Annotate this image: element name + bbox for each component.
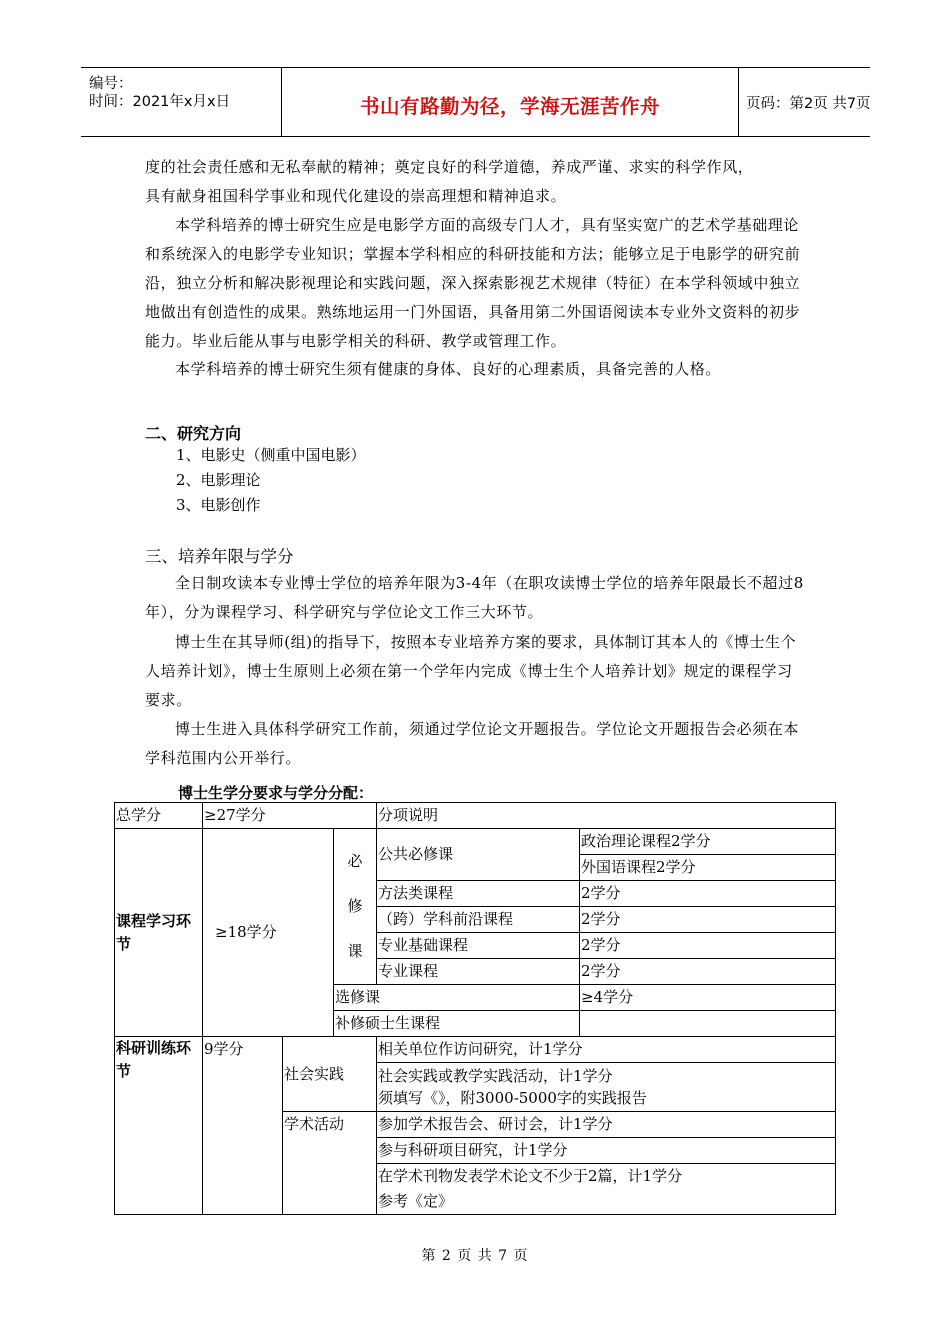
section-2-title: 二、研究方向 bbox=[145, 424, 242, 443]
academic-activity-cell: 学术活动 bbox=[283, 1112, 377, 1215]
major-basic-credit-cell: 2学分 bbox=[580, 933, 836, 959]
intro-text-3: 本学科培养的博士研究生须有健康的身体、良好的心理素质，具备完善的人格。 bbox=[175, 360, 722, 378]
intro-paragraph-3 bbox=[145, 355, 807, 384]
number-label: 编号： bbox=[89, 76, 133, 92]
required-char-3: 课 bbox=[347, 942, 363, 960]
section-3-text-3: 博士生进入具体科学研究工作前，须通过学位论文开题报告。学位论文开题报告会必须在本学科范围内公开举行。 bbox=[145, 720, 800, 767]
foreign-language-cell: 外国语课程2学分 bbox=[580, 855, 836, 881]
intro-text-2: 本学科培养的博士研究生应是电影学方面的高级专门人才，具有坚实宽广的艺术学基础理论和系统深入的电影学专业知识；掌握本学科相应的科研技能和方法；能够立足于电影学的研究前沿，独立分析和解决影视理论和实践问题，深入探索影视艺术规律（特征）在本学科领域中独立地做出有创造性的成果。熟练地运用一门外国语，具备用第二外国语阅读本专业外文资料的初步能力。毕业后能从事与电影学相关的科研、教学或管理工作。 bbox=[145, 216, 801, 350]
major-basic-course-cell: 专业基础课程 bbox=[377, 933, 580, 959]
social-practice-item-2-line-1: 社会实践或教学实践活动，计1学分 bbox=[378, 1067, 613, 1085]
section-3-text-2: 博士生在其导师(组)的指导下，按照本专业培养方案的要求，具体制订其本人的《博士生个人培养计划》，博士生原则上必须在第一个学年内完成《博士生个人培养计划》规定的课程学习要求。 bbox=[145, 633, 797, 709]
research-section-cell: 科研训练环节 bbox=[115, 1037, 203, 1215]
page-header bbox=[81, 67, 870, 137]
frontier-course-cell: （跨）学科前沿课程 bbox=[377, 907, 580, 933]
required-char-2: 修 bbox=[347, 897, 363, 915]
detail-header-cell: 分项说明 bbox=[377, 803, 836, 829]
public-required-cell: 公共必修课 bbox=[377, 829, 580, 881]
total-value-cell: ≥27学分 bbox=[203, 803, 377, 829]
elective-credit-cell: ≥4学分 bbox=[580, 985, 836, 1011]
credit-table bbox=[114, 802, 836, 1215]
research-credits-cell: 9学分 bbox=[203, 1037, 283, 1215]
time-label: 时间：2021年x月x日 bbox=[89, 94, 231, 110]
table-row bbox=[115, 803, 836, 829]
social-practice-item-2-line-2: 须填写《》，附3000-5000字的实践报告 bbox=[378, 1089, 647, 1107]
motto: 书山有路勤为径，学海无涯苦作舟 bbox=[359, 95, 660, 118]
politics-cell: 政治理论课程2学分 bbox=[580, 829, 836, 855]
page-label: 页码：第2页 共7页 bbox=[746, 96, 871, 112]
intro-line-2: 具有献身祖国科学事业和现代化建设的崇高理想和精神追求。 bbox=[145, 187, 567, 205]
makeup-credit-cell bbox=[580, 1011, 836, 1037]
header-page-cell bbox=[738, 68, 870, 136]
header-motto-cell bbox=[281, 68, 739, 136]
section-3-text-1: 全日制攻读本专业博士学位的培养年限为3-4年（在职攻读博士学位的培养年限最长不超过8年），分为课程学习、科学研究与学位论文工作三大环节。 bbox=[145, 574, 804, 621]
social-practice-item-2 bbox=[377, 1063, 836, 1112]
course-credits-cell: ≥18学分 bbox=[203, 829, 334, 1037]
frontier-credit-cell: 2学分 bbox=[580, 907, 836, 933]
table-caption: 博士生学分要求与学分分配： bbox=[178, 784, 374, 802]
required-course-cell bbox=[334, 829, 377, 985]
methods-credit-cell: 2学分 bbox=[580, 881, 836, 907]
total-label-cell: 总学分 bbox=[115, 803, 203, 829]
section-3-paragraph-2 bbox=[145, 628, 807, 715]
social-practice-cell: 社会实践 bbox=[283, 1037, 377, 1112]
direction-item-3: 3、电影创作 bbox=[176, 496, 261, 514]
required-char-1: 必 bbox=[347, 852, 363, 870]
direction-item-1: 1、电影史（侧重中国电影） bbox=[176, 446, 366, 464]
social-practice-item-1: 相关单位作访问研究，计1学分 bbox=[377, 1037, 836, 1063]
section-3-title: 三、培养年限与学分 bbox=[145, 547, 294, 566]
academic-item-2: 参与科研项目研究，计1学分 bbox=[377, 1138, 836, 1164]
page-footer: 第 2 页 共 7 页 bbox=[421, 1248, 529, 1264]
makeup-course-cell: 补修硕士生课程 bbox=[334, 1011, 580, 1037]
academic-item-1: 参加学术报告会、研讨会，计1学分 bbox=[377, 1112, 836, 1138]
intro-line-1: 度的社会责任感和无私奉献的精神；奠定良好的科学道德，养成严谨、求实的科学作风， bbox=[145, 158, 754, 176]
major-credit-cell: 2学分 bbox=[580, 959, 836, 985]
major-course-cell: 专业课程 bbox=[377, 959, 580, 985]
methods-course-cell: 方法类课程 bbox=[377, 881, 580, 907]
intro-paragraph-2 bbox=[145, 211, 807, 356]
elective-course-cell: 选修课 bbox=[334, 985, 580, 1011]
table-row bbox=[115, 1037, 836, 1063]
direction-item-2: 2、电影理论 bbox=[176, 471, 261, 489]
intro-paragraph-1 bbox=[145, 153, 807, 211]
section-3-paragraph-3 bbox=[145, 715, 807, 773]
course-section-cell: 课程学习环节 bbox=[115, 829, 203, 1037]
academic-item-3-ref: 参考《定》 bbox=[377, 1189, 836, 1215]
academic-item-3: 在学术刊物发表学术论文不少于2篇，计1学分 bbox=[377, 1164, 836, 1190]
table-row bbox=[115, 829, 836, 855]
header-meta bbox=[81, 68, 281, 136]
section-3-paragraph-1 bbox=[145, 569, 807, 627]
